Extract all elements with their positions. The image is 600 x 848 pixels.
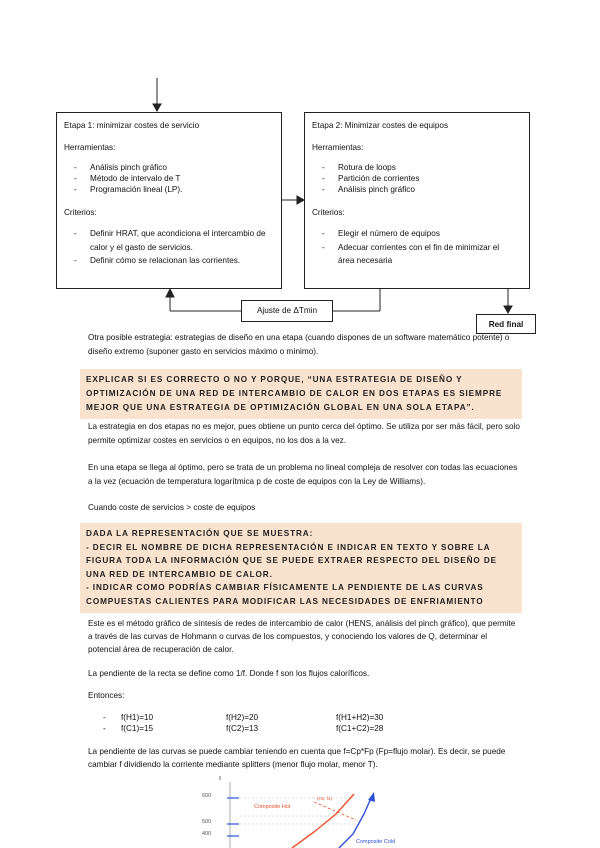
final-network-label: Red final (488, 320, 524, 329)
question-1-text: EXPLICAR SI ES CORRECTO O NO Y PORQUE, “UNA ESTRATEGIA DE DISEÑO Y OPTIMIZACIÓN DE UNA RED DE INTERCAMBIO DE CALOR EN DOS ETAPAS ES SIEMPRE MEJOR QUE UNA ESTRATEGIA DE OPTIMIZACIÓN GLOBAL EN UNA SOLA ETAPA”. (86, 375, 503, 413)
question-2 (80, 523, 522, 613)
segment-note: (H1, f1) (317, 796, 333, 801)
composite-curve-plot (196, 776, 416, 848)
hot-curve-segment (314, 802, 356, 820)
flow-value: f(C1+C2)=28 (336, 724, 384, 733)
list-item: - Elegir el número de equipos (312, 227, 522, 240)
question-1 (80, 369, 522, 419)
question-2-line-1: DADA LA REPRESENTACIÓN QUE SE MUESTRA: (86, 529, 314, 538)
stage2-criteria-heading: Criterios: (312, 208, 345, 218)
paragraph: Cuando coste de servicios > coste de equipos (88, 503, 256, 512)
cold-curve-label: Composite Cold (356, 839, 396, 845)
paragraph: En una etapa se llega al óptimo, pero se trata de un problema no lineal compleja de resolver con todas las ecuaciones a la vez (ecuación de temperatura logarítmica p de coste de equipos con la Ley de Williams). (88, 463, 518, 487)
question-2-line-2: - DECIR EL NOMBRE DE DICHA REPRESENTACIÓN E INDICAR EN TEXTO Y SOBRE LA FIGURA TODA LA INFORMACIÓN QUE SE PUEDE EXTRAER RESPECTO DEL DISEÑO DE UNA RED DE INTERCAMBIO DE CALOR. (86, 542, 498, 579)
stage1-box (56, 112, 282, 289)
list-item: - Adecuar corrientes con el fin de minimizar el área necesaria (312, 241, 522, 267)
flow-value: f(H1+H2)=30 (336, 713, 384, 722)
paragraph: La pendiente de la recta se define como 1/f. Donde f son los flujos caloríficos. (88, 669, 370, 678)
tick-label-400: 400 (202, 831, 212, 837)
tick-label-600: 600 (202, 793, 212, 799)
list-item: - Análisis pinch gráfico (64, 162, 274, 173)
hot-curve-label: Composite Hot (254, 804, 291, 810)
stage1-tools-heading: Herramientas: (64, 143, 116, 153)
list-item: - Método de intervalo de T (64, 173, 274, 184)
list-item: - Análisis pinch gráfico (312, 184, 522, 195)
stage1-criteria-heading: Criterios: (64, 208, 97, 218)
tick-label-500: 500 (202, 819, 212, 825)
stage2-title: Etapa 2: Minimizar costes de equipos (312, 121, 449, 130)
stage2-tools-list (312, 162, 522, 195)
t-axis-label: T (218, 776, 222, 782)
stage2-tools-heading: Herramientas: (312, 143, 364, 153)
composite-curve-figure (196, 776, 416, 848)
paragraph: Otra posible estrategia: estrategias de diseño en una etapa (cuando dispones de un software matemático potente) o diseño extremo (suponer gasto en servicios máximo o mínimo). (88, 333, 510, 357)
flow-value: f(C1)=15 (121, 724, 154, 733)
paragraph: La pendiente de las curvas se puede cambiar teniendo en cuenta que f=Cp*Fp (Fp=flujo molar). Es decir, se puede cambiar f dividiendo la corriente mediante splitters (menor flujo molar, menor T). (88, 747, 506, 770)
cold-curve-arrowhead (368, 792, 375, 802)
list-item: - Programación lineal (LP). (64, 184, 274, 195)
list-item: - Definir cómo se relacionan las corrientes. (64, 254, 274, 267)
flow-value: f(H1)=10 (121, 713, 154, 722)
paragraph: La estrategia en dos etapas no es mejor, pues obtiene un punto cerca del óptimo. Se utiliza por ser más fácil, pero solo permite optimizar costes en servicios o en equipos, no los dos a la vez. (88, 422, 520, 446)
adjust-box (241, 300, 333, 322)
stage2-criteria-list (312, 227, 522, 266)
flow-value: f(C2)=13 (226, 724, 259, 733)
stage1-tools-list (64, 162, 274, 195)
dash-marker: - (103, 713, 106, 722)
list-item: - Definir HRAT, que acondiciona el intercambio de calor y el gasto de servicios. (64, 227, 274, 253)
flow-value: f(H2)=20 (226, 713, 259, 722)
list-item: - Rotura de loops (312, 162, 522, 173)
list-item: - Partición de corrientes (312, 173, 522, 184)
stage2-box (304, 112, 530, 289)
paragraph: Este es el método gráfico de síntesis de redes de intercambio de calor (HENS, análisis del pinch gráfico), que permite a través de las curvas de Hohmann o curvas de los compuestos, y conociendo los valores de Q, determinar el potencial área de recuperación de calor. (88, 619, 516, 655)
paragraph: Entonces: (88, 691, 125, 700)
dash-marker: - (103, 724, 106, 733)
adjust-label: Ajuste de ΔTmin (256, 306, 318, 315)
question-2-line-3: - INDICAR COMO PODRÍAS CAMBIAR FÍSICAMENTE LA PENDIENTE DE LAS CURVAS COMPUESTAS CALIENTES PARA MODIFICAR LAS NECESIDADES DE ENFRIAMIENTO (86, 583, 484, 607)
stage1-title: Etapa 1: minimizar costes de servicio (64, 121, 200, 130)
stage1-criteria-list (64, 227, 274, 266)
hot-composite-curve (292, 794, 354, 848)
